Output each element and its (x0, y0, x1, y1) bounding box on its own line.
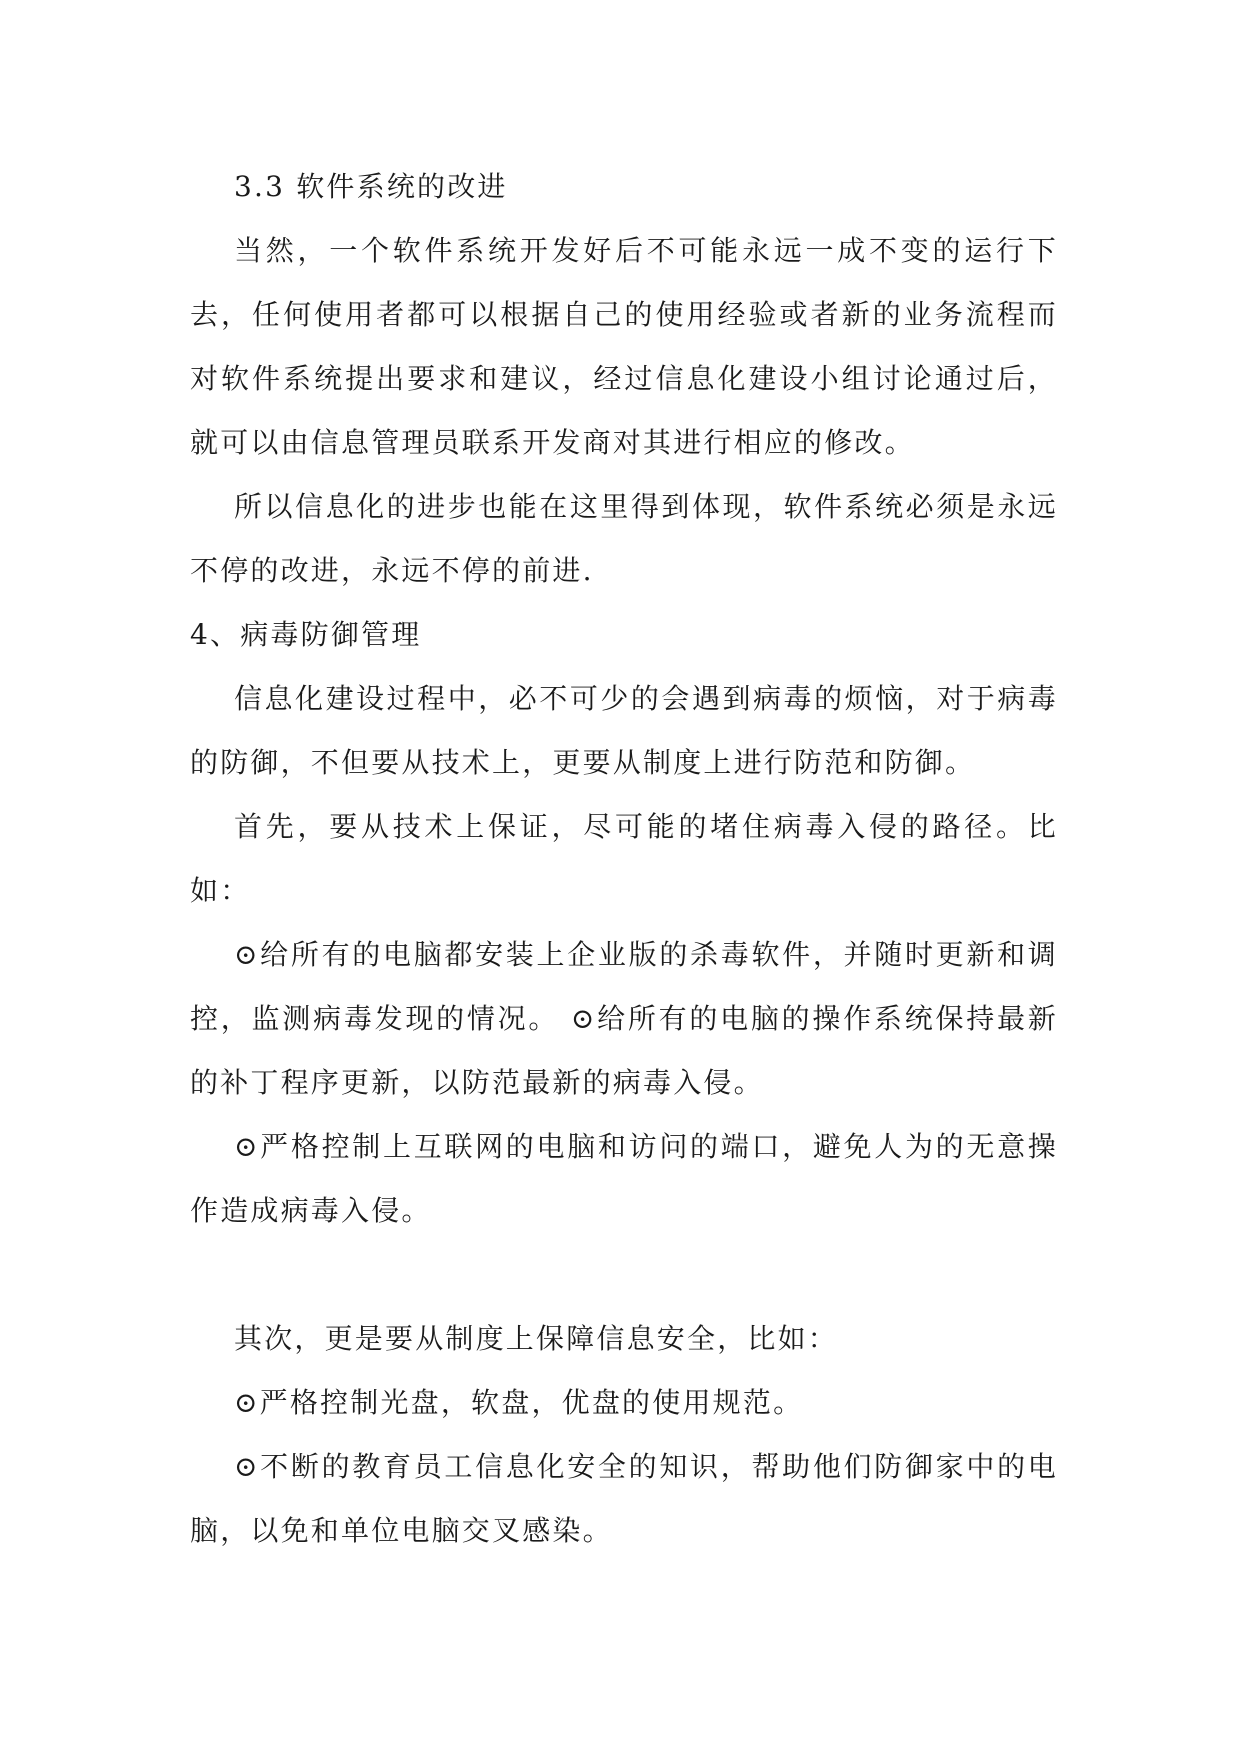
paragraph-technical-measures: 首先，要从技术上保证，尽可能的堵住病毒入侵的路径。比如： (190, 810, 1058, 907)
document-body (190, 155, 1058, 1563)
blank-line (190, 1243, 1058, 1307)
paragraph-continuous-progress: 所以信息化的进步也能在这里得到体现，软件系统必须是永远不停的改进，永远不停的前进. (190, 490, 1058, 587)
list-item-media-control: ⊙严格控制光盘，软盘，优盘的使用规范。 (234, 1386, 804, 1419)
list-item-internet-control: ⊙严格控制上互联网的电脑和访问的端口，避免人为的无意操作造成病毒入侵。 (190, 1130, 1058, 1227)
paragraph-software-improvement: 当然，一个软件系统开发好后不可能永远一成不变的运行下去，任何使用者都可以根据自己的使用经验或者新的业务流程而对软件系统提出要求和建议，经过信息化建设小组讨论通过后，就可以由信息管理员联系开发商对其进行相应的修改。 (190, 234, 1058, 459)
list-item-antivirus-patches: ⊙给所有的电脑都安装上企业版的杀毒软件，并随时更新和调控，监测病毒发现的情况。 ⊙给所有的电脑的操作系统保持最新的补丁程序更新，以防范最新的病毒入侵。 (190, 938, 1058, 1099)
paragraph-virus-intro: 信息化建设过程中，必不可少的会遇到病毒的烦恼，对于病毒的防御，不但要从技术上，更要从制度上进行防范和防御。 (190, 682, 1058, 779)
paragraph-policy-measures: 其次，更是要从制度上保障信息安全，比如： (234, 1322, 839, 1355)
section-heading-3-3: 3.3 软件系统的改进 (234, 170, 508, 203)
list-item-staff-education: ⊙不断的教育员工信息化安全的知识，帮助他们防御家中的电脑，以免和单位电脑交叉感染。 (190, 1450, 1058, 1547)
section-heading-virus-defense: 4、病毒防御管理 (190, 618, 422, 651)
